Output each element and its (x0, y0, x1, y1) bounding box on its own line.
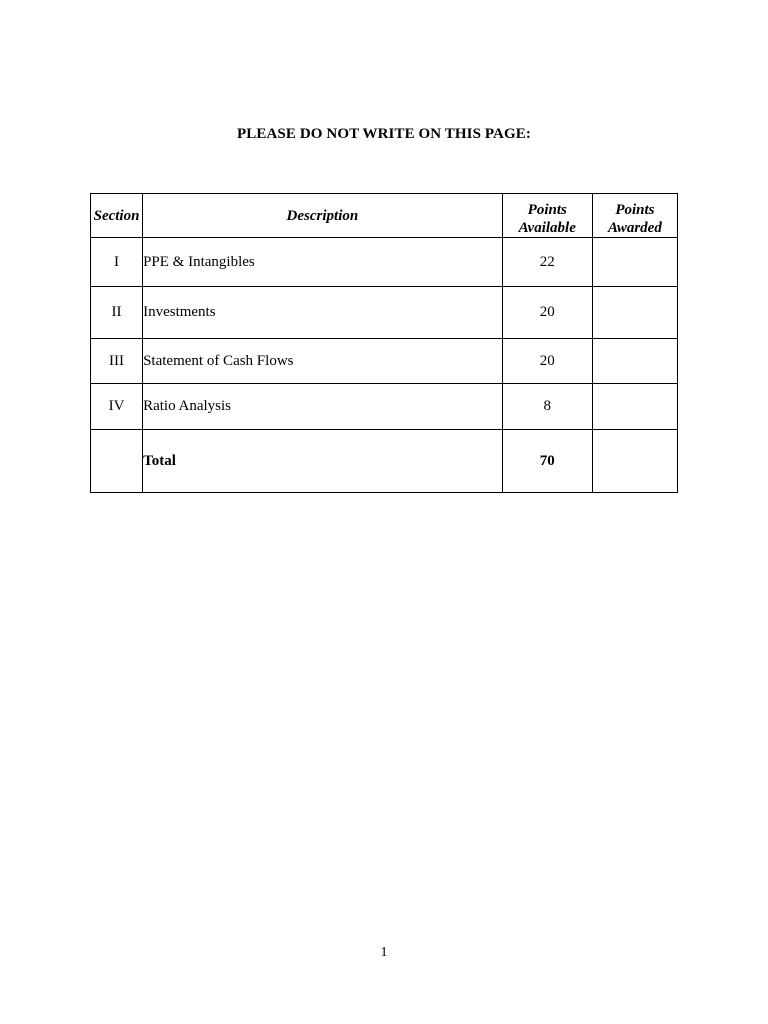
points-available-cell: 22 (502, 238, 592, 287)
section-cell: I (91, 238, 143, 287)
header-points-available-line2: Available (518, 220, 576, 236)
section-cell: IV (91, 384, 143, 430)
table-header-row (91, 194, 678, 238)
section-cell: III (91, 339, 143, 384)
header-points-available-line1: Points (527, 202, 567, 218)
points-awarded-cell (592, 287, 677, 339)
points-available-cell: 8 (502, 384, 592, 430)
description-cell: PPE & Intangibles (143, 238, 503, 287)
table-row (91, 287, 678, 339)
points-available-cell: 20 (502, 339, 592, 384)
total-row (91, 430, 678, 493)
page-number: 1 (380, 945, 388, 960)
points-awarded-cell (592, 339, 677, 384)
table-row (91, 339, 678, 384)
section-cell: II (91, 287, 143, 339)
total-points-available: 70 (502, 430, 592, 493)
points-awarded-cell (592, 384, 677, 430)
points-available-cell: 20 (502, 287, 592, 339)
header-points-awarded (592, 194, 677, 238)
table-row (91, 238, 678, 287)
header-description: Description (143, 194, 503, 238)
description-cell: Investments (143, 287, 503, 339)
header-points-awarded-line2: Awarded (607, 220, 662, 236)
description-cell: Ratio Analysis (143, 384, 503, 430)
page-heading: PLEASE DO NOT WRITE ON THIS PAGE: (237, 126, 531, 142)
points-awarded-cell (592, 238, 677, 287)
score-table (90, 193, 678, 493)
header-section: Section (91, 194, 143, 238)
description-cell: Statement of Cash Flows (143, 339, 503, 384)
total-label: Total (143, 430, 503, 493)
header-points-awarded-line1: Points (615, 202, 655, 218)
table-row (91, 384, 678, 430)
total-section-cell (91, 430, 143, 493)
total-points-awarded (592, 430, 677, 493)
header-points-available (502, 194, 592, 238)
